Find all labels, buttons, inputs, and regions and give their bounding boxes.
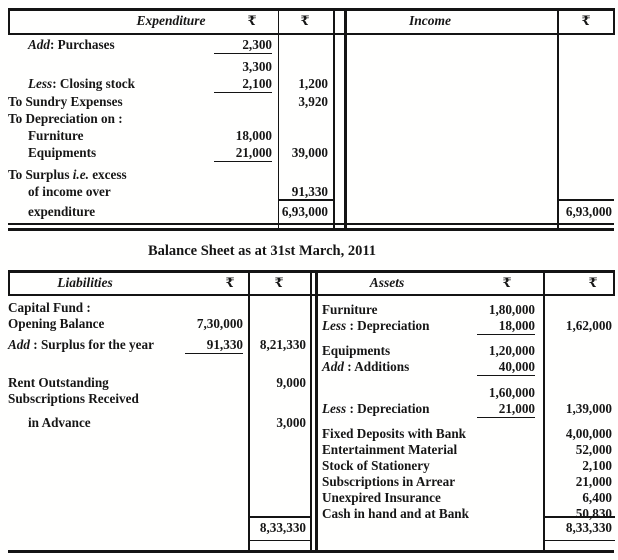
table-rule [8, 8, 10, 35]
inner-amount-cell [208, 167, 272, 183]
ledger-row [8, 94, 328, 110]
ledger-row [322, 401, 612, 418]
particulars-cell: To Depreciation on : [8, 111, 123, 126]
rupee-symbol: ₹ [225, 275, 235, 290]
outer-amount-cell [272, 128, 328, 144]
outer-amount-cell: 8,21,330 [259, 337, 306, 352]
ledger-row [8, 145, 328, 162]
table-rule [557, 199, 614, 201]
outer-amount-cell [243, 300, 306, 316]
ledger-row [8, 391, 306, 407]
outer-amount-cell: 2,100 [582, 458, 612, 473]
particulars-cell: Less : Depreciation [322, 401, 430, 416]
rupee-symbol: ₹ [581, 13, 591, 28]
inner-amount-cell [208, 111, 272, 127]
inner-amount-cell [467, 506, 535, 522]
inner-amount-cell: 1,20,000 [488, 343, 535, 358]
particulars-cell: Subscriptions Received [8, 391, 139, 406]
inner-amount-cell [208, 184, 272, 200]
ledger-row [8, 128, 328, 144]
outer-amount-cell: 21,000 [575, 474, 612, 489]
particulars-cell: Add : Additions [322, 359, 410, 374]
table-rule [545, 540, 615, 542]
particulars-cell: Fixed Deposits with Bank [322, 426, 466, 441]
particulars-cell: Rent Outstanding [8, 375, 109, 390]
outer-amount-cell: 3,000 [276, 415, 306, 430]
particulars-cell: Add : Surplus for the year [8, 337, 154, 352]
liabilities-rows [8, 300, 306, 431]
inner-amount-cell: 40,000 [467, 359, 535, 376]
particulars-cell: Furniture [28, 128, 84, 143]
particulars-cell: Stock of Stationery [322, 458, 430, 473]
inner-amount-cell [183, 300, 243, 316]
income-total-amount: 6,93,000 [565, 204, 612, 219]
expenditure-total-amount: 6,93,000 [281, 204, 328, 219]
ledger-row [8, 415, 306, 431]
inner-amount-cell: 18,000 [235, 128, 272, 143]
particulars-cell: Equipments [28, 145, 97, 160]
table-rule [557, 8, 559, 231]
inner-amount-cell [467, 490, 535, 506]
table-rule [344, 8, 348, 231]
particulars-cell: Subscriptions in Arrear [322, 474, 456, 489]
table-rule [249, 540, 310, 542]
particulars-cell: in Advance [28, 415, 91, 430]
table-rule [315, 270, 319, 553]
outer-amount-cell: 1,200 [298, 76, 328, 91]
ledger-row [322, 385, 612, 401]
ledger-row [8, 37, 328, 54]
outer-amount-cell [535, 302, 612, 318]
expenditure-total-label: expenditure [28, 204, 96, 219]
inner-amount-cell: 3,300 [242, 59, 272, 74]
income-column-header: Income [409, 13, 451, 28]
rupee-symbol: ₹ [502, 275, 512, 290]
outer-amount-cell: 9,000 [276, 375, 306, 390]
balance-sheet-title: Balance Sheet as at 31st March, 2011 [147, 243, 377, 259]
inner-amount-cell: 1,80,000 [488, 302, 535, 317]
inner-amount-cell: 21,000 [467, 401, 535, 418]
expenditure-column-header: Expenditure [136, 13, 206, 28]
table-rule [8, 8, 614, 11]
ledger-row [322, 318, 612, 335]
inner-amount-cell [208, 94, 272, 110]
outer-amount-cell: 39,000 [291, 145, 328, 160]
liabilities-total-amount: 8,33,330 [259, 520, 306, 535]
particulars-cell: Less : Depreciation [322, 318, 430, 333]
particulars-cell [8, 59, 208, 75]
table-rule [8, 228, 614, 231]
outer-amount-cell: 91,330 [291, 184, 328, 199]
particulars-cell: Less: Closing stock [28, 76, 135, 91]
inner-amount-cell: 18,000 [467, 318, 535, 335]
particulars-cell: To Sundry Expenses [8, 94, 123, 109]
table-rule [8, 33, 614, 35]
inner-amount-cell [467, 442, 535, 458]
rupee-symbol: ₹ [274, 275, 284, 290]
inner-amount-cell: 2,100 [208, 76, 272, 93]
particulars-cell: of income over [28, 184, 111, 199]
outer-amount-cell: 1,62,000 [565, 318, 612, 333]
particulars-cell [322, 385, 467, 401]
particulars-cell: Unexpired Insurance [322, 490, 441, 505]
ledger-row [8, 375, 306, 391]
particulars-cell: Entertainment Material [322, 442, 458, 457]
outer-amount-cell [272, 59, 328, 75]
inner-amount-cell: 1,60,000 [488, 385, 535, 400]
ledger-row [8, 111, 328, 127]
ledger-row [8, 337, 306, 354]
outer-amount-cell: 6,400 [582, 490, 612, 505]
table-rule [613, 8, 615, 35]
table-rule [333, 8, 335, 231]
rupee-symbol: ₹ [588, 275, 598, 290]
assets-column-header: Assets [369, 275, 405, 290]
table-rule [8, 223, 614, 225]
inner-amount-cell: 7,30,000 [196, 316, 243, 331]
inner-amount-cell [467, 458, 535, 474]
outer-amount-cell [535, 359, 612, 376]
outer-amount-cell [243, 316, 306, 332]
ledger-row [322, 474, 612, 490]
inner-amount-cell [183, 391, 243, 407]
particulars-cell: Capital Fund : [8, 300, 91, 315]
ledger-row [322, 343, 612, 359]
assets-total-amount: 8,33,330 [565, 520, 612, 535]
outer-amount-cell: 4,00,000 [565, 426, 612, 441]
ledger-row [8, 316, 306, 332]
rupee-symbol: ₹ [247, 13, 257, 28]
inner-amount-cell: 2,300 [208, 37, 272, 54]
ledger-row [322, 442, 612, 458]
ledger-row [322, 359, 612, 376]
inner-amount-cell: 21,000 [208, 145, 272, 162]
table-rule [613, 270, 615, 296]
rupee-symbol: ₹ [300, 13, 310, 28]
inner-amount-cell [467, 474, 535, 490]
outer-amount-cell [272, 167, 328, 183]
ledger-row [8, 300, 306, 316]
inner-amount-cell [467, 426, 535, 442]
ledger-row [322, 426, 612, 442]
inner-amount-cell [183, 375, 243, 391]
expenditure-rows [8, 37, 328, 201]
outer-amount-cell [535, 343, 612, 359]
outer-amount-cell: 52,000 [575, 442, 612, 457]
ledger-row [322, 302, 612, 318]
particulars-cell: Furniture [322, 302, 378, 317]
assets-rows [322, 302, 612, 522]
ledger-row [322, 458, 612, 474]
ledger-row [322, 490, 612, 506]
table-rule [310, 270, 312, 553]
outer-amount-cell [272, 37, 328, 54]
table-rule [249, 516, 310, 518]
outer-amount-cell [272, 111, 328, 127]
inner-amount-cell: 91,330 [183, 337, 243, 354]
ledger-row [8, 59, 328, 75]
particulars-cell: Equipments [322, 343, 391, 358]
particulars-cell: Add: Purchases [28, 37, 115, 52]
outer-amount-cell: 3,920 [298, 94, 328, 109]
liabilities-column-header: Liabilities [57, 275, 113, 290]
particulars-cell: Cash in hand and at Bank [322, 506, 469, 521]
ledger-row [8, 184, 328, 200]
outer-amount-cell [243, 391, 306, 407]
outer-amount-cell: 50,830 [575, 506, 612, 521]
inner-amount-cell [183, 415, 243, 431]
particulars-cell: To Surplus i.e. excess [8, 167, 127, 182]
ledger-row [8, 76, 328, 93]
particulars-cell: Opening Balance [8, 316, 105, 331]
ledger-row [8, 167, 328, 183]
outer-amount-cell [535, 385, 612, 401]
outer-amount-cell: 1,39,000 [565, 401, 612, 416]
